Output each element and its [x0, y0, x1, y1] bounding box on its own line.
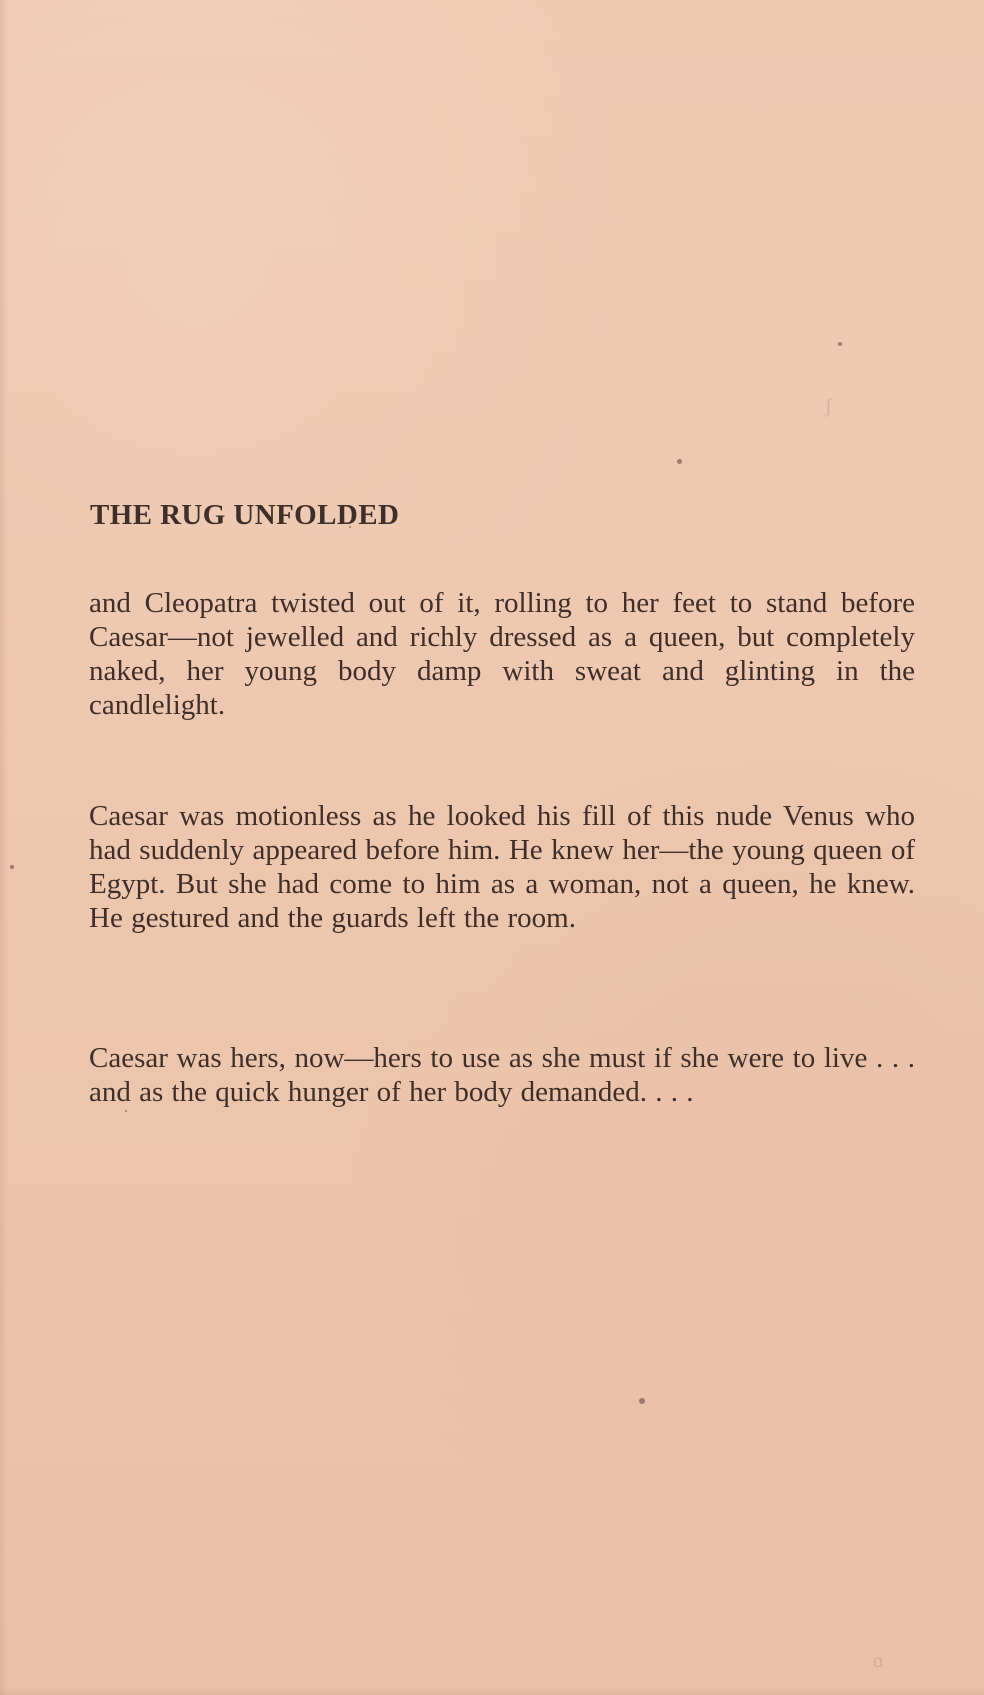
paper-speck-3 [10, 865, 14, 869]
body-paragraph-3: Caesar was hers, now—hers to use as she must if she were to live . . . and as the quick hunger of her body demanded. . . . [89, 1042, 915, 1108]
body-paragraph-2: Caesar was motionless as he looked his fill of this nude Venus who had suddenly appeared before him. He knew her—the young queen of Egypt. But she had come to him as a woman, not a queen, he knew. He gestured and the guards left the room. [89, 800, 915, 934]
paper-speck-6 [125, 1110, 127, 1112]
body-paragraph-1: and Cleopatra twisted out of it, rolling to her feet to stand before Caesar—not jewelled and richly dressed as a queen, but completely naked, her young body damp with sweat and glinting in the candlelight. [89, 587, 915, 721]
page-bottom-edge [0, 1687, 984, 1695]
paper-speck-2 [677, 459, 682, 464]
paper-speck-4 [639, 1398, 645, 1404]
faint-bleedthrough-mark-2: ɑ [873, 1650, 884, 1672]
page-left-edge [0, 0, 8, 1695]
chapter-heading: THE RUG UNFOLDED [90, 499, 400, 532]
faint-bleedthrough-mark-1: ʃ [825, 395, 832, 417]
paper-speck-1 [838, 342, 842, 346]
